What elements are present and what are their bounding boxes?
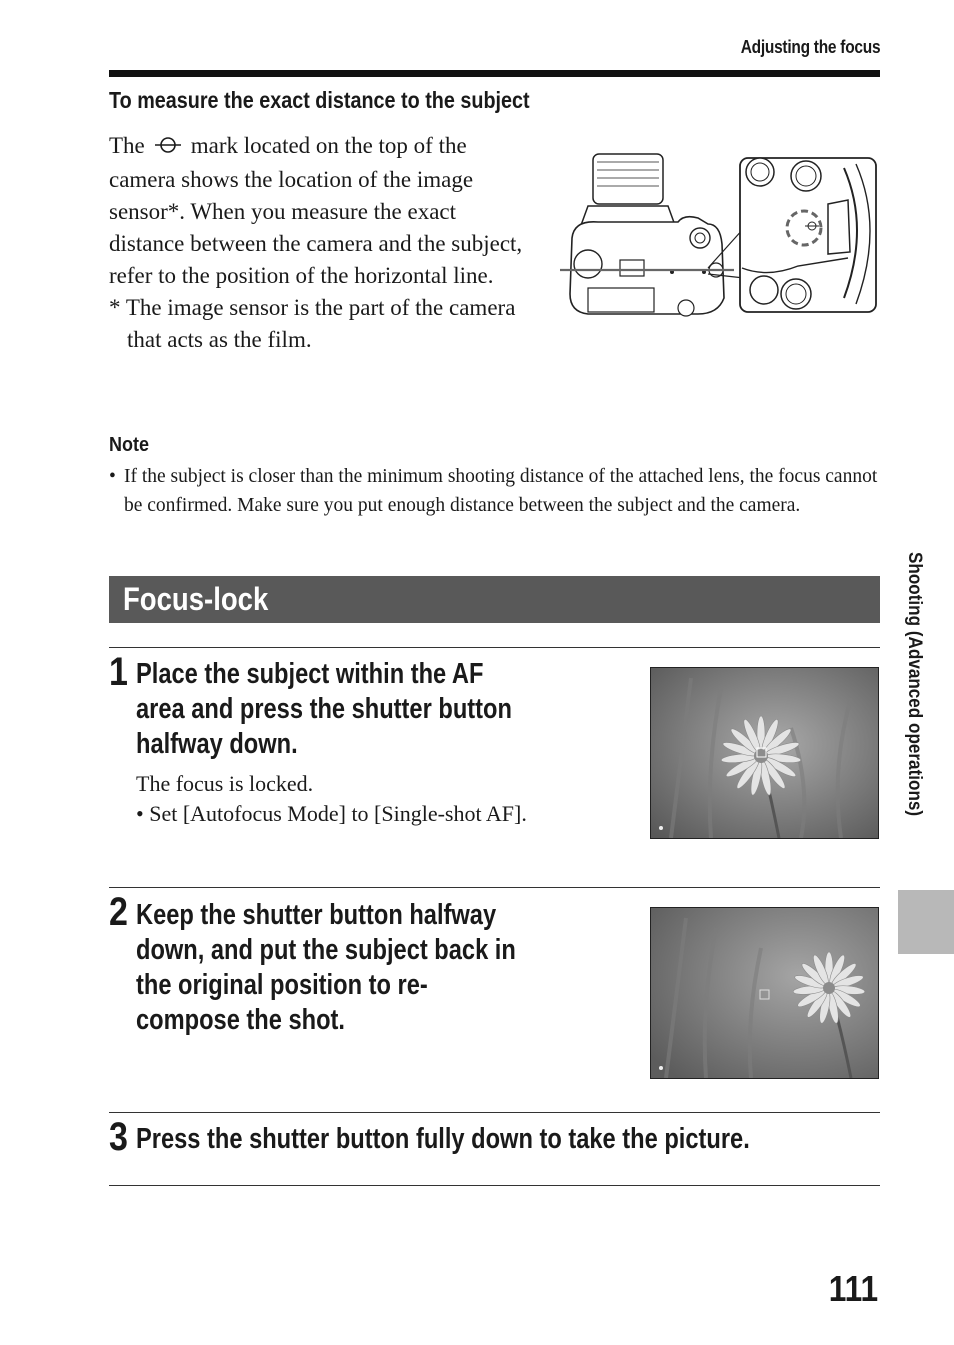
chapter-side-tab <box>897 552 927 872</box>
step-1-result: The focus is locked. <box>136 771 314 796</box>
note-text: If the subject is closer than the minimum shooting distance of the attached lens, the focus cannot be confirmed. Make sure you put enough distance between the subject and the camera. <box>124 466 878 516</box>
step-1-line: Place the subject within the AF <box>136 658 484 690</box>
intro-body: mark located on the top of the camera shows the location of the image sensor*. When you measure the exact distance between the camera and the subject, refer to the position of the horizontal line. <box>109 133 523 288</box>
step-1-number: 1 <box>109 650 128 694</box>
chapter-thumb-index <box>898 890 954 954</box>
step-1-bullet <box>136 799 536 829</box>
step-2-line: down, and put the subject back in <box>136 934 516 966</box>
chapter-label: Shooting (Advanced operations) <box>904 552 925 817</box>
camera-top-illustration <box>558 148 880 328</box>
step-3-line: Press the shutter button fully down to take the picture. <box>136 1123 750 1155</box>
step-1-line: halfway down. <box>136 728 298 760</box>
step-divider <box>109 647 880 648</box>
step-2-number: 2 <box>109 890 128 934</box>
step-divider <box>109 1185 880 1186</box>
step-2-line: the original position to re- <box>136 969 428 1001</box>
note-item <box>109 462 884 520</box>
section-heading: To measure the exact distance to the subject <box>109 87 530 113</box>
step-3-number: 3 <box>109 1115 128 1159</box>
step-1-line: area and press the shutter button <box>136 693 512 725</box>
image-sensor-mark-icon <box>155 132 181 164</box>
bullet-icon: • <box>136 801 150 826</box>
intro-text <box>109 130 529 356</box>
intro-paragraph <box>109 130 529 292</box>
flower-photo-centered <box>650 667 879 839</box>
footnote: * The image sensor is the part of the camera that acts as the film. <box>109 294 516 352</box>
intro-lead: The <box>109 133 145 158</box>
note-heading: Note <box>109 434 150 456</box>
step-1-heading <box>136 657 512 762</box>
step-divider <box>109 1112 880 1113</box>
focus-lock-title: Focus-lock <box>123 581 269 617</box>
header-rule <box>109 70 880 77</box>
bullet-icon: • <box>109 466 116 487</box>
focus-lock-banner <box>109 576 880 623</box>
step-1-body <box>136 769 536 829</box>
page-number: 111 <box>828 1268 878 1309</box>
running-header: Adjusting the focus <box>740 37 880 57</box>
step-3-heading <box>136 1122 750 1157</box>
step-1-bullet-text: Set [Autofocus Mode] to [Single-shot AF]. <box>149 801 527 826</box>
flower-photo-recomposed <box>650 907 879 1079</box>
step-2-line: compose the shot. <box>136 1004 345 1036</box>
step-2-heading <box>136 898 516 1038</box>
step-2-line: Keep the shutter button halfway <box>136 899 497 931</box>
step-divider <box>109 887 880 888</box>
